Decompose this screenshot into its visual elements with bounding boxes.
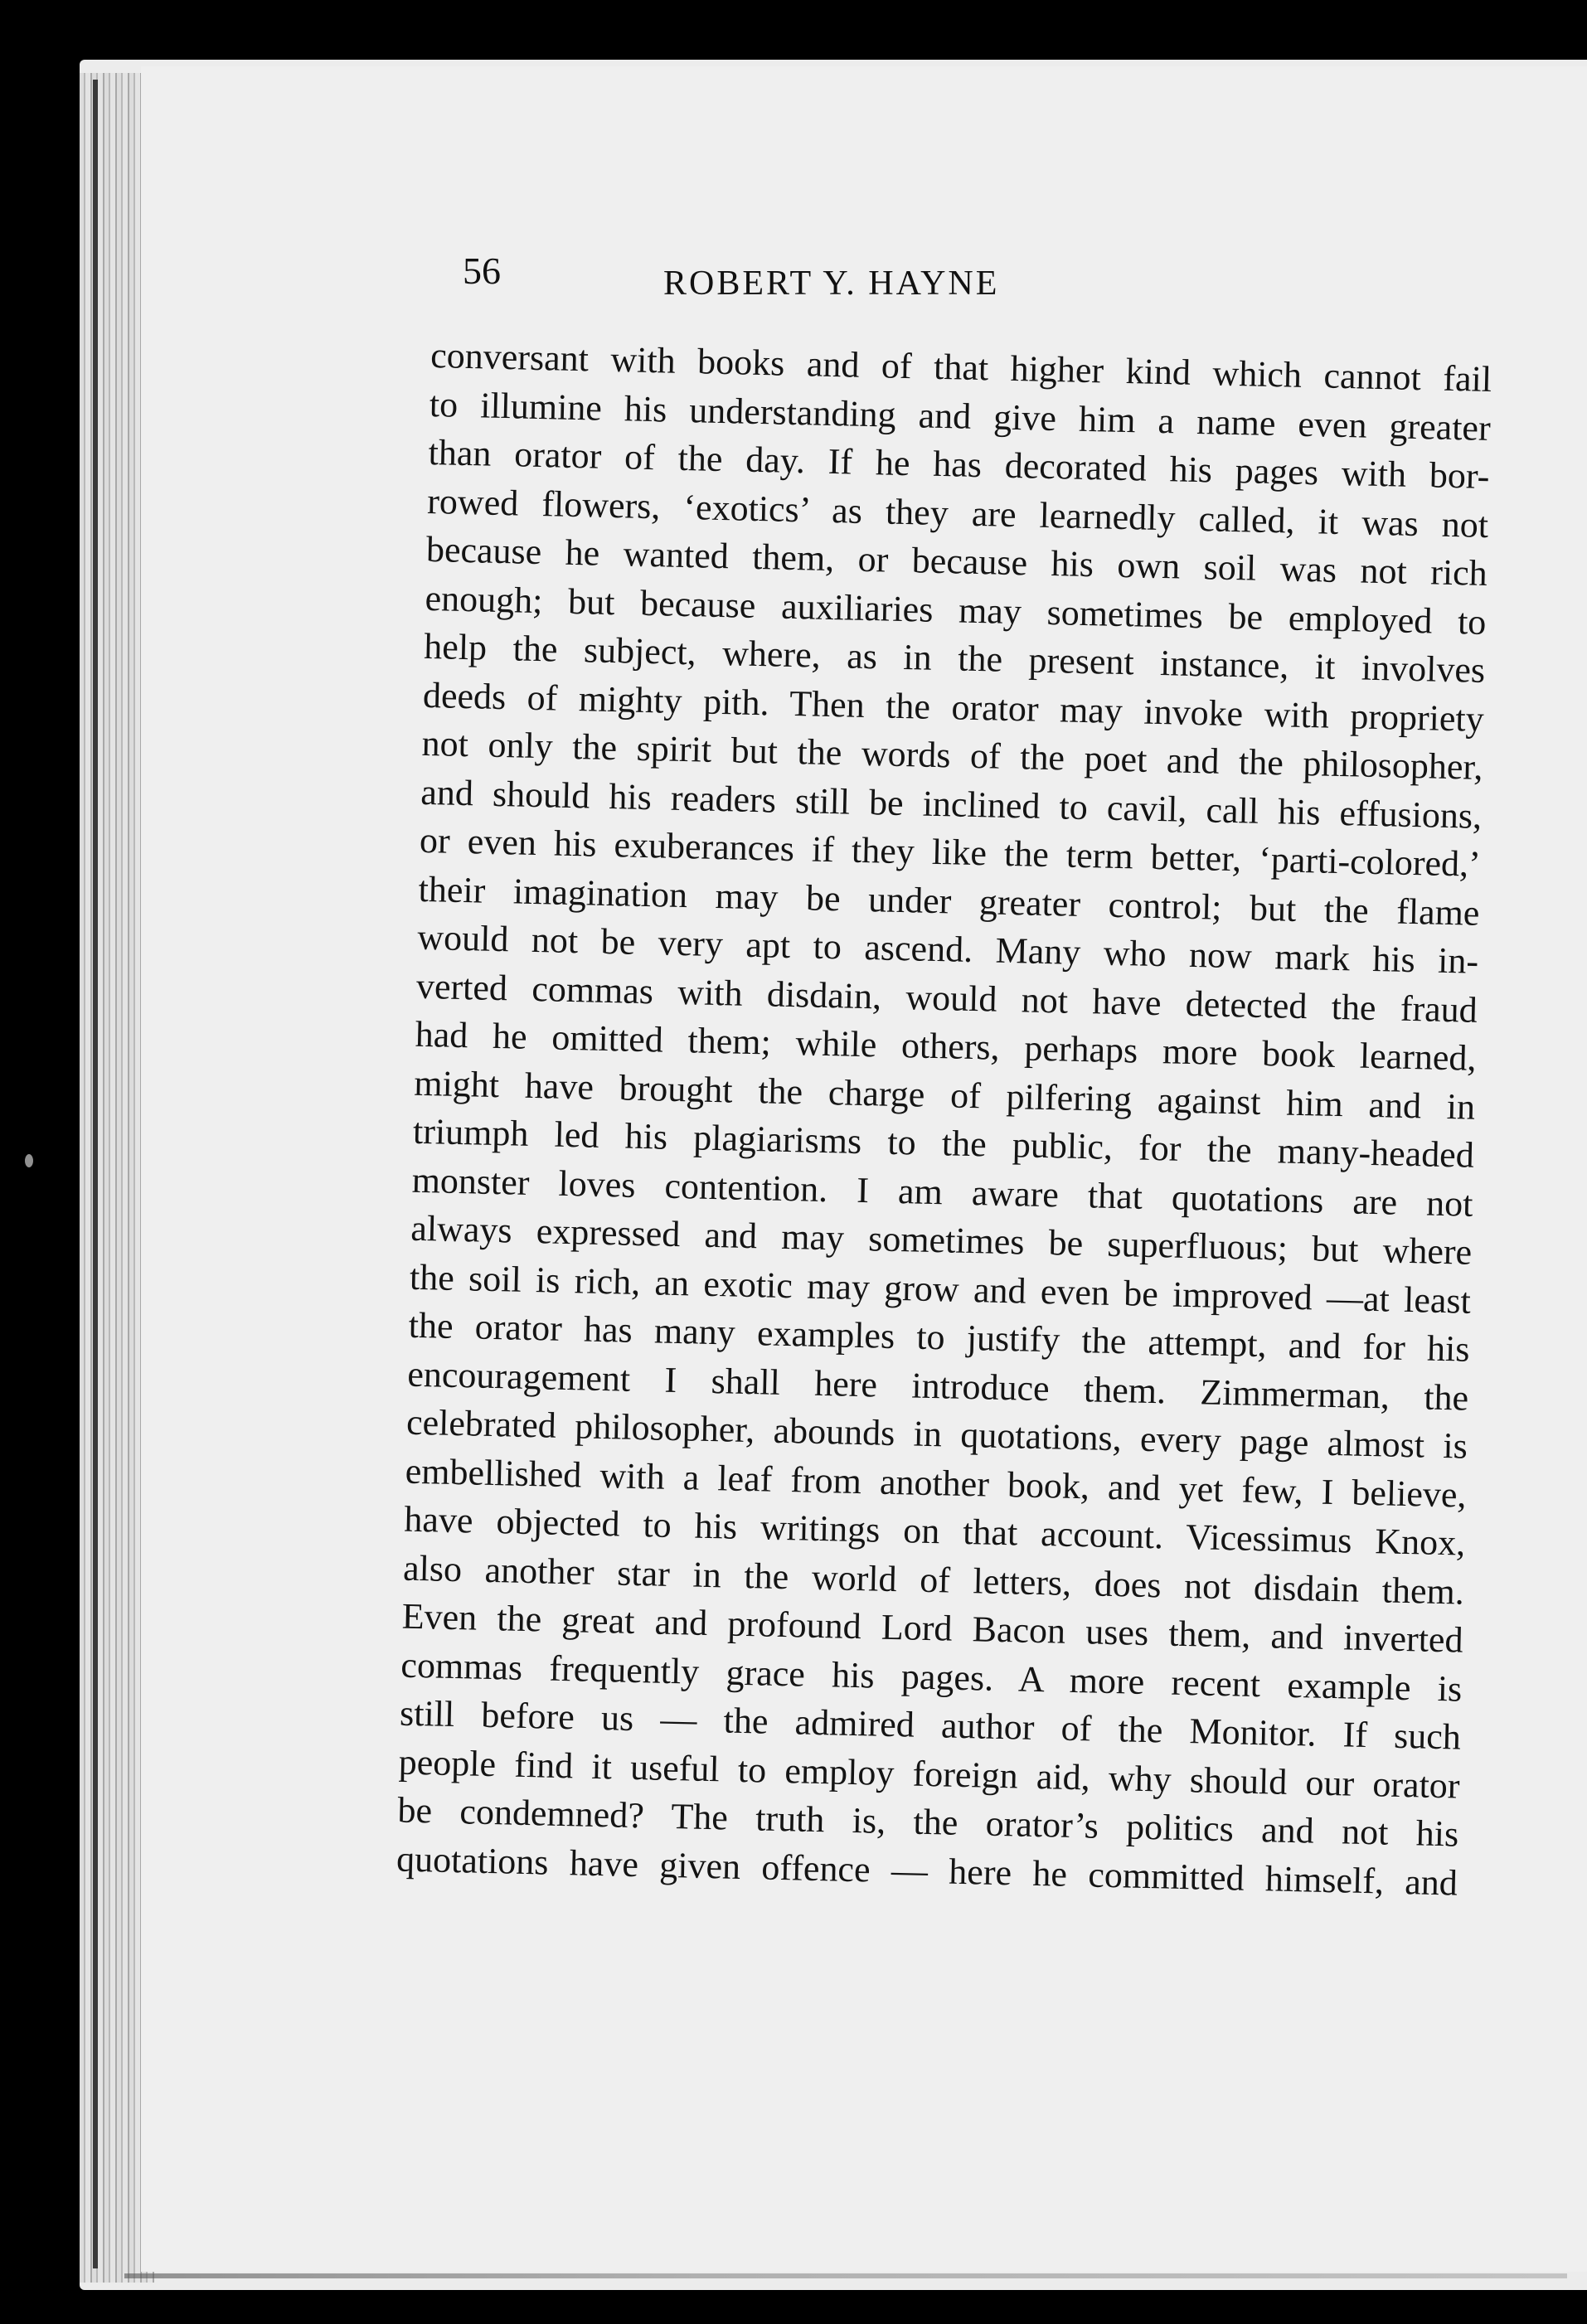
text-line: always expressed and may sometimes be superfluous; but where	[410, 1207, 1473, 1273]
text-line: conversant with books and of that higher kind which cannot fail	[430, 334, 1492, 400]
text-line: because he wanted them, or because his own soil was not rich	[425, 528, 1488, 594]
margin-speck	[25, 1154, 33, 1167]
text-line: enough; but because auxiliaries may sometimes be employed to	[425, 577, 1487, 643]
text-line: the orator has many examples to justify the attempt, and for his	[408, 1304, 1471, 1370]
text-line: commas frequently grace his pages. A more recent example is	[400, 1644, 1463, 1710]
text-line: embellished with a leaf from another book, and yet few, I believe,	[405, 1450, 1468, 1516]
text-line: also another star in the world of letters, does not disdain them.	[402, 1547, 1465, 1613]
text-line: celebrated philosopher, abounds in quotations, every page almost is	[405, 1401, 1468, 1467]
text-line: and should his readers still be inclined to cavil, call his effusions,	[420, 771, 1483, 837]
text-line: their imagination may be under greater control; but the flame	[418, 868, 1480, 934]
body-text	[396, 332, 1492, 1908]
running-title: ROBERT Y. HAYNE	[663, 264, 1000, 303]
text-line: monster loves contention. I am aware that quotations are not	[411, 1159, 1474, 1225]
page-bottom-edge	[124, 2273, 1567, 2278]
text-line: still before us — the admired author of the Monitor. If such	[399, 1692, 1462, 1758]
text-line: quotations have given offence — here he committed himself, and	[396, 1838, 1458, 1904]
text-line: would not be very apt to ascend. Many who now mark his in-	[416, 916, 1479, 982]
text-line: people find it useful to employ foreign aid, why should our orator	[398, 1741, 1461, 1807]
text-line: verted commas with disdain, would not have detected the fraud	[415, 965, 1478, 1031]
text-line: Even the great and profound Lord Bacon uses them, and inverted	[401, 1595, 1464, 1661]
binding-shadow	[93, 80, 98, 2268]
text-line: or even his exuberances if they like the term better, ‘parti-colored,’	[419, 819, 1482, 885]
text-line: might have brought the charge of pilfering against him and in	[413, 1062, 1476, 1128]
text-line: not only the spirit but the words of the poet and the philosopher,	[421, 722, 1483, 788]
text-line: triumph led his plagiarisms to the public, for the many-headed	[412, 1110, 1475, 1176]
text-line: help the subject, where, as in the present instance, it involves	[423, 625, 1486, 691]
text-line: had he omitted them; while others, perhaps more book learned,	[415, 1013, 1477, 1079]
text-line: be condemned? The truth is, the orator’s politics and not his	[396, 1789, 1459, 1855]
text-line: rowed flowers, ‘exotics’ as they are learnedly called, it was not	[426, 480, 1489, 546]
text-line: deeds of mighty pith. Then the orator may invoke with propriety	[422, 674, 1485, 740]
text-line: encouragement I shall here introduce them. Zimmerman, the	[406, 1353, 1469, 1419]
text-line: have objected to his writings on that account. Vicessimus Knox,	[403, 1498, 1466, 1564]
text-line: the soil is rich, an exotic may grow and even be improved —at least	[409, 1256, 1472, 1322]
page-number: 56	[463, 250, 501, 292]
text-line: to illumine his understanding and give him a name even greater	[429, 383, 1492, 449]
text-line: than orator of the day. If he has decorated his pages with bor-	[428, 431, 1490, 497]
